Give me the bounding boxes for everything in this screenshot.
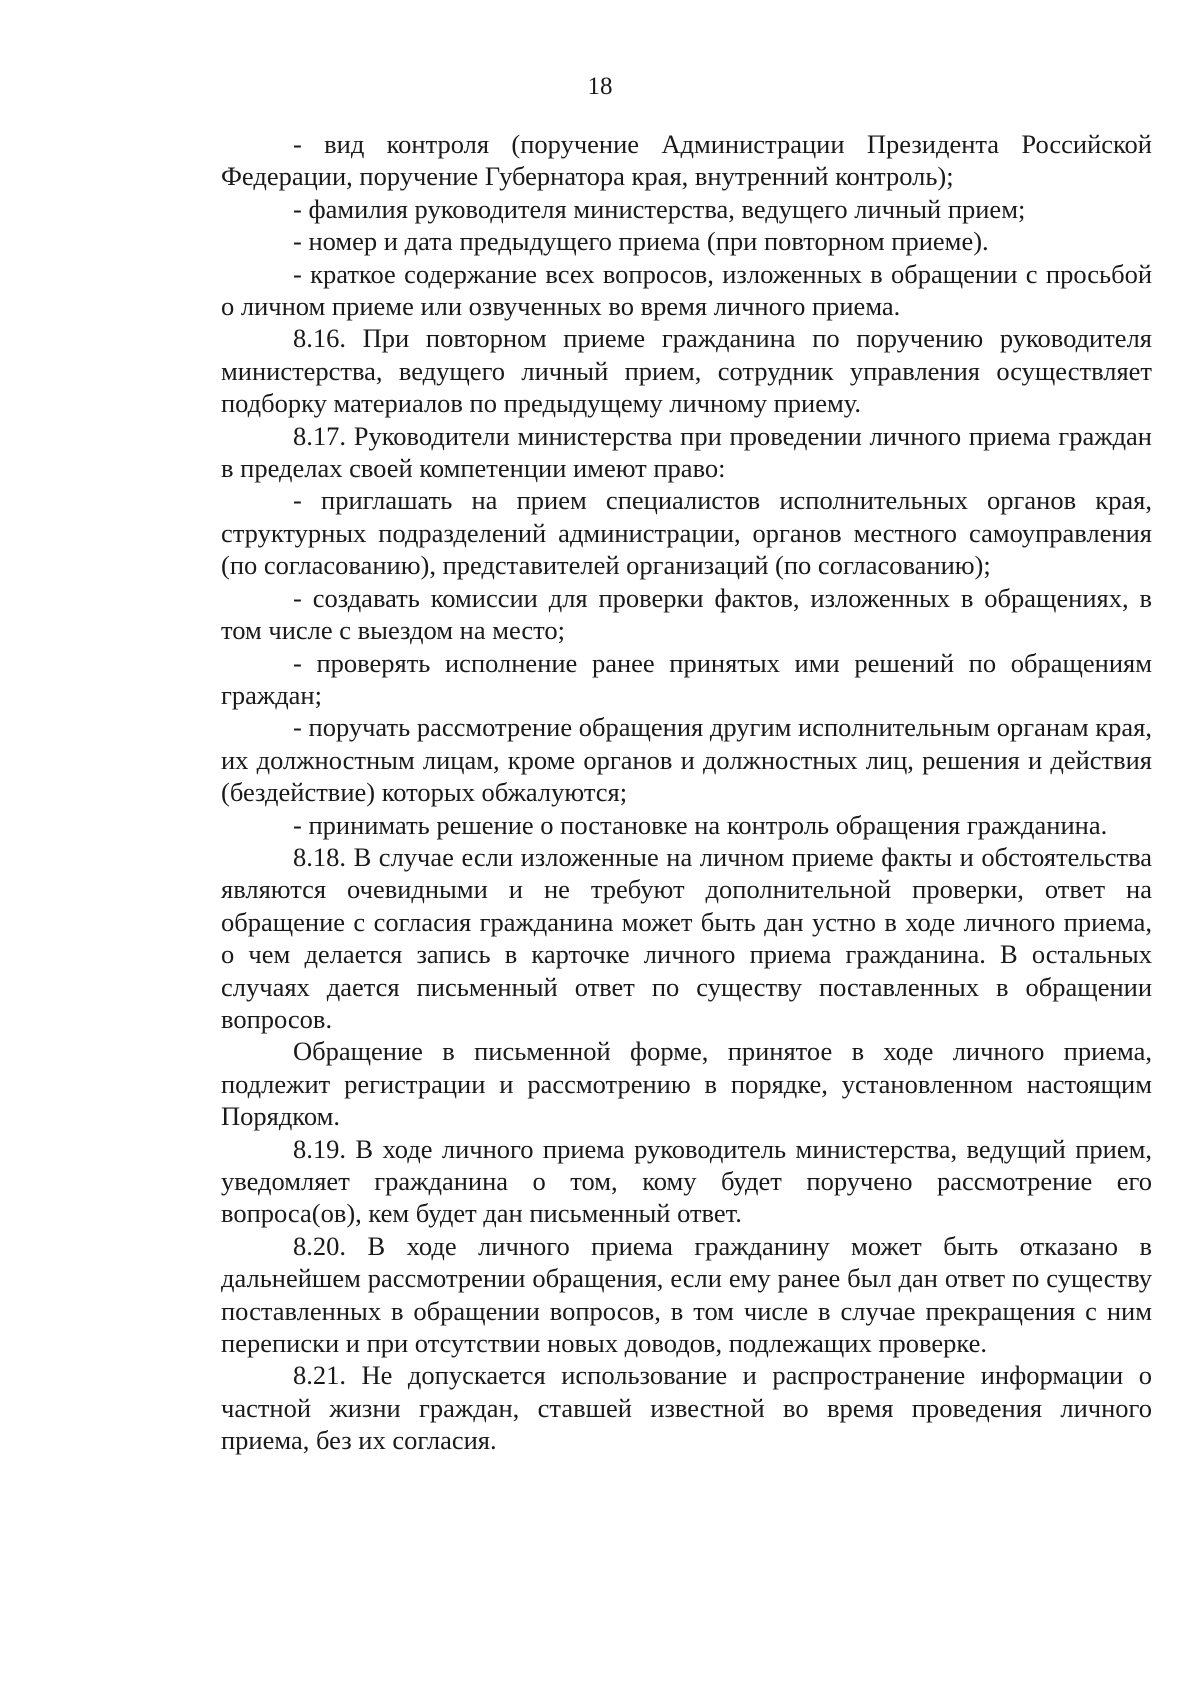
page-number: 18 — [587, 73, 613, 100]
paragraph-previous-reception: - номер и дата предыдущего приема (при повторном приеме). — [293, 226, 989, 257]
paragraph-8-16: 8.16. При повторном приеме гражданина по поручению руководителя министерства, ведущего личный прием, сотрудник управления осуществляет подборку материалов по предыдущему личному приему. — [221, 323, 1152, 419]
paragraph-8-21: 8.21. Не допускается использование и распространение информации о частной жизни граждан, ставшей известной во время проведения личного приема, без их согласия. — [221, 1360, 1152, 1456]
paragraph-written-appeal: Обращение в письменной форме, принятое в ходе личного приема, подлежит регистрации и рассмотрению в порядке, установленном настоящим Порядком. — [221, 1036, 1152, 1132]
paragraph-control-type: - вид контроля (поручение Администрации Президента Российской Федерации, поручение Губернатора края, внутренний контроль); — [221, 129, 1152, 192]
paragraph-head-surname: - фамилия руководителя министерства, ведущего личный прием; — [293, 193, 1026, 224]
document-body — [221, 128, 1152, 1457]
paragraph-check-execution: - проверять исполнение ранее принятых ими решений по обращениям граждан; — [221, 647, 1152, 710]
paragraph-8-19: 8.19. В ходе личного приема руководитель министерства, ведущий прием, уведомляет гражданина о том, кому будет поручено рассмотрение его вопроса(ов), кем будет дан письменный ответ. — [221, 1133, 1152, 1229]
paragraph-8-20: 8.20. В ходе личного приема гражданину может быть отказано в дальнейшем рассмотрении обращения, если ему ранее был дан ответ по существу поставленных в обращении вопросов, в том числе в случае прекращения с ним переписки и при отсутствии новых доводов, подлежащих проверке. — [221, 1230, 1152, 1359]
paragraph-summary-of-questions: - краткое содержание всех вопросов, изложенных в обращении с просьбой о личном приеме или озвученных во время личного приема. — [221, 258, 1152, 322]
paragraph-assign-review: - поручать рассмотрение обращения другим исполнительным органам края, их должностным лицам, кроме органов и должностных лиц, решения и действия (бездействие) которых обжалуются; — [221, 712, 1152, 808]
paragraph-8-17: 8.17. Руководители министерства при проведении личного приема граждан в пределах своей компетенции имеют право: — [221, 420, 1152, 484]
paragraph-invite-specialists: - приглашать на прием специалистов исполнительных органов края, структурных подразделений администрации, органов местного самоуправления (по согласованию), представителей организаций (по согласованию); — [221, 485, 1152, 581]
paragraph-create-commissions: - создавать комиссии для проверки фактов, изложенных в обращениях, в том числе с выездом на место; — [221, 582, 1152, 646]
paragraph-put-on-control: - принимать решение о постановке на контроль обращения гражданина. — [293, 809, 1108, 840]
paragraph-8-18: 8.18. В случае если изложенные на личном приеме факты и обстоятельства являются очевидными и не требуют дополнительной проверки, ответ на обращение с согласия гражданина может быть дан устно в ходе личного приема, о чем делается запись в карточке личного приема гражданина. В остальных случаях дается письменный ответ по существу поставленных в обращении вопросов. — [221, 841, 1152, 1034]
